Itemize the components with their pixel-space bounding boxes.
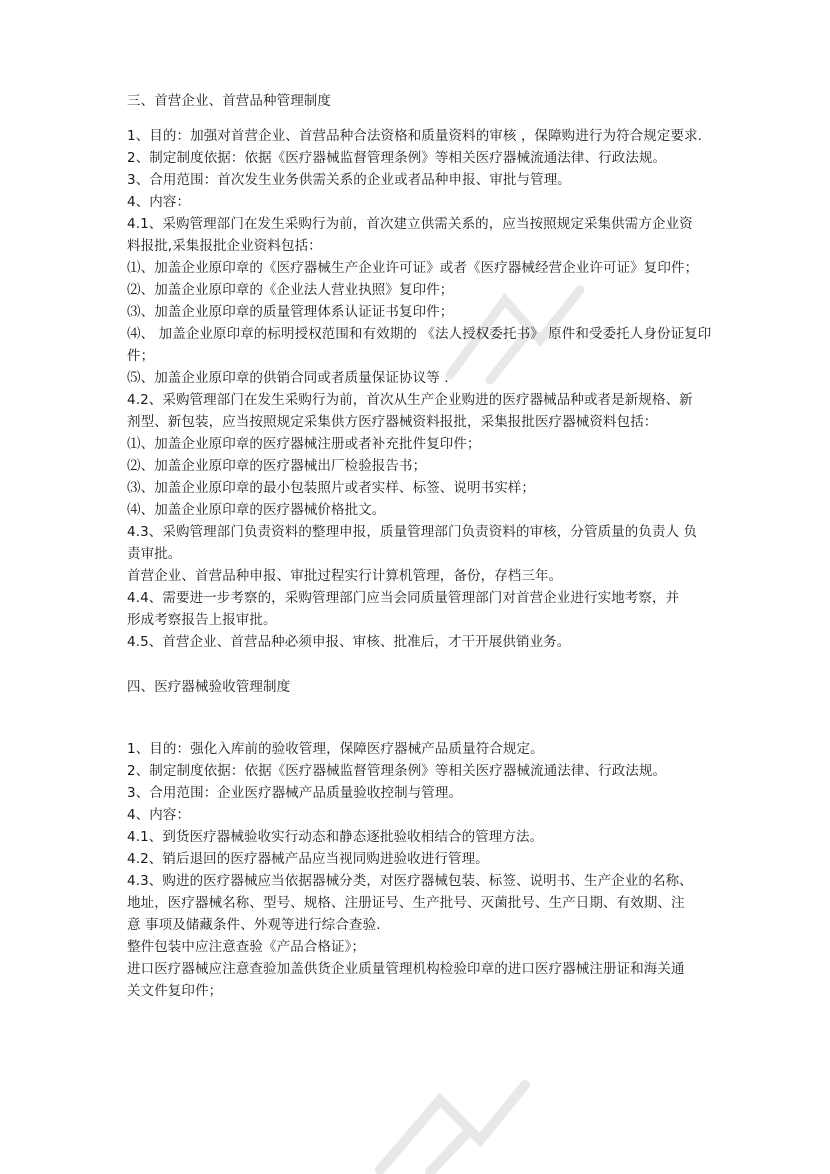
paragraph-line: 4.3、购进的医疗器械应当依据器械分类，对医疗器械包装、标签、说明书、生产企业的名称、 [127, 873, 693, 889]
list-item: ⑴、加盖企业原印章的《医疗器械生产企业许可证》或者《医疗器械经营企业许可证》复印件； [127, 260, 699, 276]
paragraph-line: 1、目的：加强对首营企业、首营品种合法资格和质量资料的审核 ，保障购进行为符合规定要求. [127, 128, 703, 144]
paragraph-line: 3、合用范围：首次发生业务供需关系的企业或者品种申报、审批与管理。 [127, 172, 571, 188]
paragraph-line: 关文件复印件； [127, 983, 223, 999]
paragraph-line: 4.5、首营企业、首营品种必须申报、审核、批准后，才干开展供销业务。 [127, 634, 571, 650]
paragraph-line: 2、制定制度依据：依据《医疗器械监督管理条例》等相关医疗器械流通法律、行政法规。 [127, 150, 667, 166]
paragraph-line: 4.1、采购管理部门在发生采购行为前，首次建立供需关系的，应当按照规定采集供需方企业资 [127, 216, 693, 232]
paragraph-line: 整件包装中应注意查验《产品合格证》； [127, 939, 366, 955]
list-item: ⑷、加盖企业原印章的医疗器械价格批文。 [127, 502, 386, 518]
list-item: 件； [127, 348, 155, 364]
paragraph-line: 2、制定制度依据：依据《医疗器械监督管理条例》等相关医疗器械流通法律、行政法规。 [127, 763, 667, 779]
paragraph-line: 地址，医疗器械名称、型号、规格、注册证号、生产批号、灭菌批号、生产日期、有效期、注 [127, 895, 685, 911]
paragraph-line: 4.2、采购管理部门在发生采购行为前，首次从生产企业购进的医疗器械品种或者是新规格、新 [127, 392, 693, 408]
list-item: ⑴、加盖企业原印章的医疗器械注册或者补充批件复印件； [127, 436, 481, 452]
paragraph-line: 剂型、新包装，应当按照规定采集供方医疗器械资料报批，采集报批医疗器械资料包括： [127, 414, 658, 430]
section-3-title: 三、首营企业、首营品种管理制度 [127, 93, 331, 109]
list-item: ⑸、加盖企业原印章的供销合同或者质量保证协议等 . [127, 370, 449, 386]
list-item: ⑷、 加盖企业原印章的标明授权范围和有效期的 《法人授权委托书》 原件和受委托人身份证复印 [127, 326, 712, 342]
list-item: ⑵、加盖企业原印章的医疗器械出厂检验报告书； [127, 458, 427, 474]
paragraph-line: 4.4、需要进一步考察的，采购管理部门应当会同质量管理部门对首营企业进行实地考察，并 [127, 590, 680, 606]
paragraph-line: 4.3、采购管理部门负责资料的整理申报，质量管理部门负责资料的审核，分管质量的负责人 负 [127, 524, 698, 540]
list-item: ⑶、加盖企业原印章的质量管理体系认证证书复印件； [127, 304, 454, 320]
paragraph-line: 4、内容： [127, 194, 191, 210]
paragraph-line: 3、合用范围：企业医疗器械产品质量验收控制与管理。 [127, 785, 463, 801]
list-item: ⑵、加盖企业原印章的《企业法人营业执照》复印件； [127, 282, 454, 298]
paragraph-line: 意 事项及储藏条件、外观等进行综合查验. [127, 917, 381, 933]
section-4-title: 四、医疗器械验收管理制度 [127, 679, 291, 695]
paragraph-line: 形成考察报告上报审批。 [127, 612, 277, 628]
paragraph-line: 料报批,采集报批企业资料包括： [127, 238, 322, 254]
watermark-stamp-icon [360, 1060, 540, 1174]
paragraph-line: 首营企业、首营品种申报、审批过程实行计算机管理，备份，存档三年。 [127, 568, 563, 584]
paragraph-line: 4、内容： [127, 807, 191, 823]
paragraph-line: 1、目的：强化入库前的验收管理，保障医疗器械产品质量符合规定。 [127, 741, 544, 757]
paragraph-line: 进口医疗器械应注意查验加盖供货企业质量管理机构检验印章的进口医疗器械注册证和海关通 [127, 961, 685, 977]
list-item: ⑶、加盖企业原印章的最小包装照片或者实样、标签、说明书实样； [127, 480, 535, 496]
paragraph-line: 4.1、到货医疗器械验收实行动态和静态逐批验收相结合的管理方法。 [127, 829, 544, 845]
paragraph-line: 责审批。 [127, 546, 182, 562]
paragraph-line: 4.2、销后退回的医疗器械产品应当视同购进验收进行管理。 [127, 851, 489, 867]
